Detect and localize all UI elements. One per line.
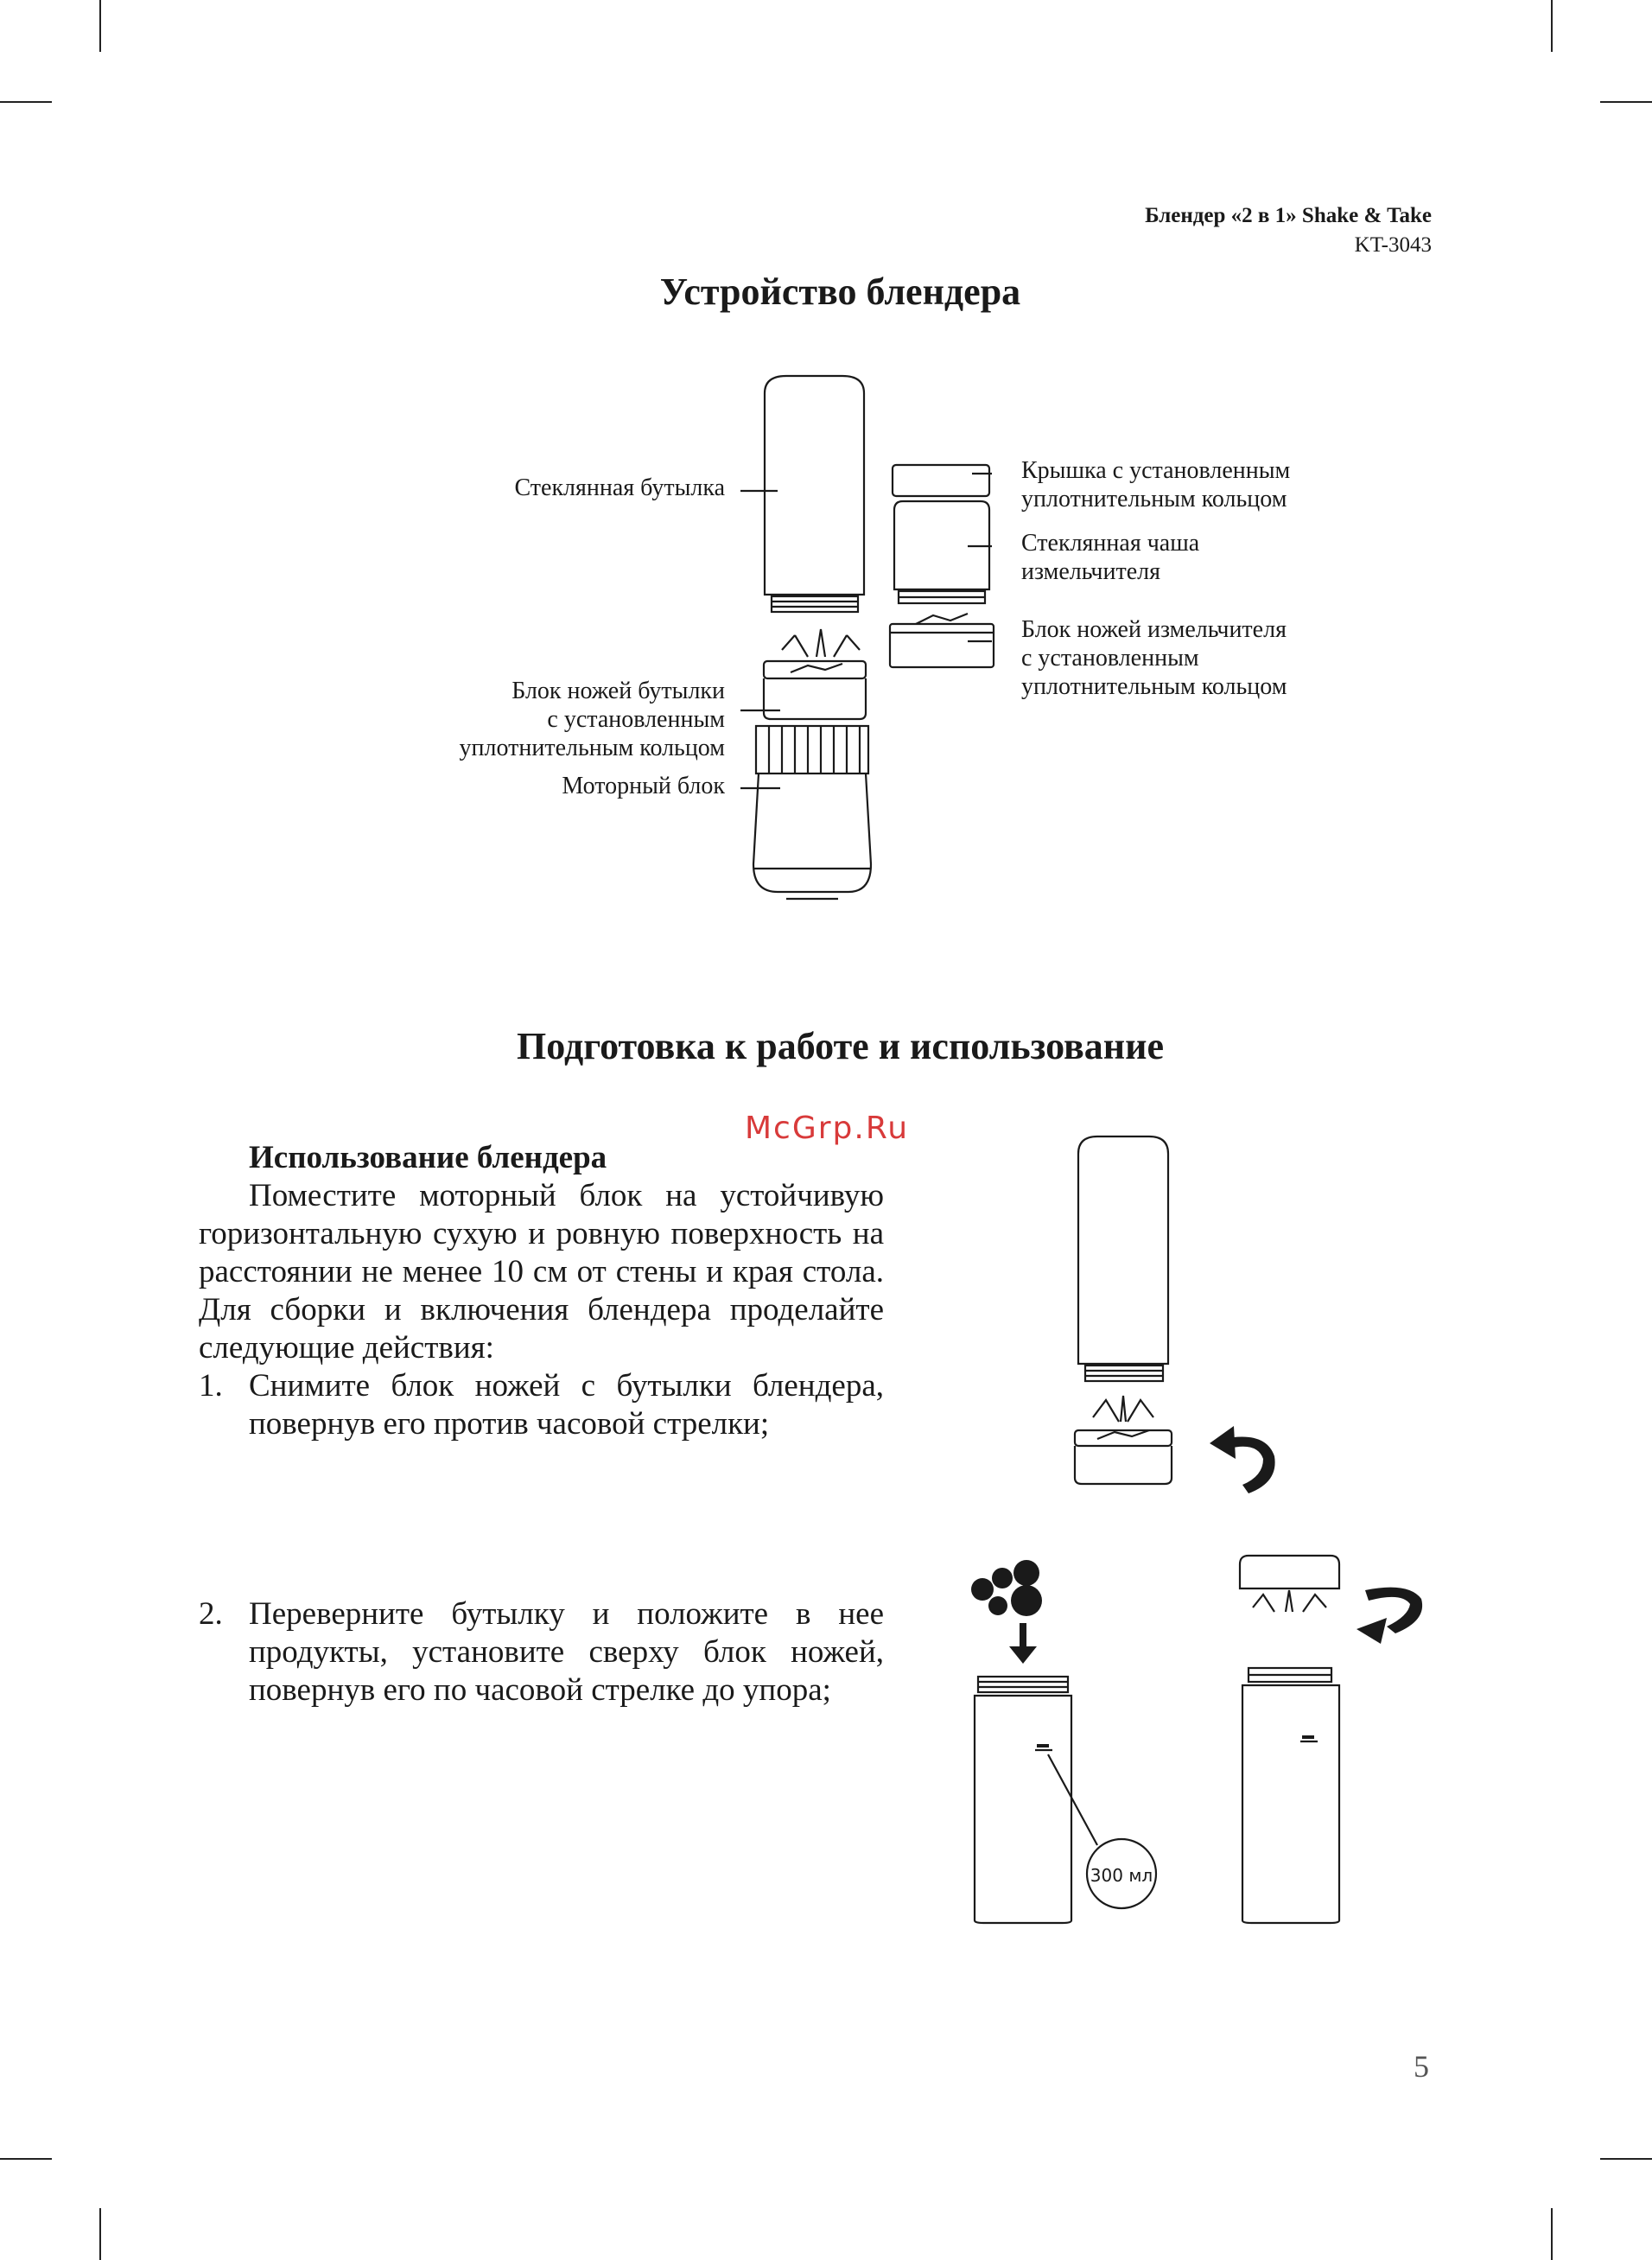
label-lid: Крышка с установленным уплотнительным кольцом [1021, 457, 1291, 512]
crop-mark [99, 0, 101, 52]
usage-subtitle: Использование блендера [249, 1140, 607, 1175]
step1-illustration [1037, 1132, 1296, 1495]
step-1: 1. Снимите блок ножей с бутылки блендера, повернув его против часовой стрелки; [199, 1368, 884, 1442]
volume-callout: 300 мл [1090, 1865, 1153, 1886]
section-title-device: Устройство блендера [659, 271, 1021, 313]
clockwise-arrow-icon [1357, 1588, 1422, 1644]
down-arrow-icon [1009, 1623, 1037, 1664]
label-chopper-blade: Блок ножей измельчителя с установленным уплотнительным кольцом [1021, 616, 1287, 700]
section-title-usage: Подготовка к работе и использование [517, 1025, 1164, 1067]
label-bottle-blade: Блок ножей бутылки с установленным уплотнительным кольцом [459, 678, 725, 761]
label-glass-bottle: Стеклянная бутылка [514, 474, 725, 501]
page-header [1145, 201, 1432, 260]
crop-mark [0, 101, 52, 103]
counterclockwise-arrow-icon [1210, 1426, 1275, 1493]
product-title: Блендер «2 в 1» Shake & Take [1145, 204, 1432, 227]
crop-mark [0, 2158, 52, 2160]
step2-illustration [950, 1547, 1452, 1927]
watermark: McGrp.Ru [745, 1111, 910, 1146]
page-number: 5 [1414, 2049, 1429, 2084]
crop-mark [1600, 101, 1652, 103]
crop-mark [1600, 2158, 1652, 2160]
label-glass-bowl: Стеклянная чаша измельчителя [1021, 530, 1200, 585]
blender-diagram [0, 363, 1652, 916]
crop-mark [1551, 2208, 1553, 2260]
model-number: KT-3043 [1354, 233, 1432, 257]
crop-mark [99, 2208, 101, 2260]
crop-mark [1551, 0, 1553, 52]
usage-intro: Поместите моторный блок на устойчивую горизонтальную сухую и ровную поверхность на расстоянии не менее 10 см от стены и края стола. Для сборки и включения блендера проделайте следующие действия: [199, 1178, 884, 1366]
step-2: 2. Переверните бутылку и положите в нее продукты, установите сверху блок ножей, повернув его по часовой стрелке до упора; [199, 1596, 884, 1708]
label-motor-unit: Моторный блок [562, 773, 725, 799]
